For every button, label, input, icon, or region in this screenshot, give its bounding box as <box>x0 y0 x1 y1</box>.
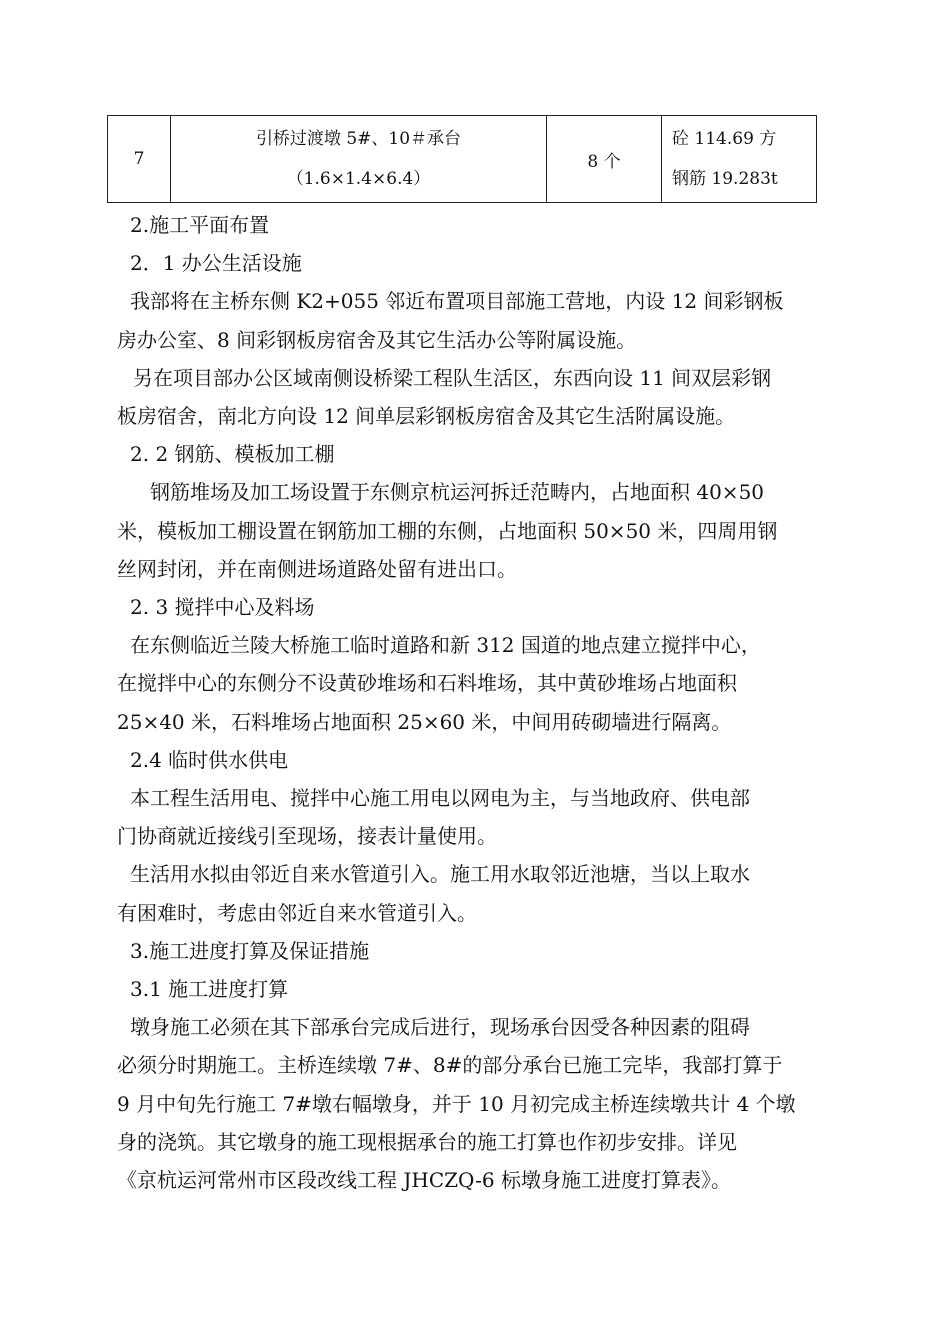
subsection-heading: 3.1 施工进度打算 <box>130 977 289 1002</box>
paragraph-line: 25×40 米，石料堆场占地面积 25×60 米，中间用砖砌墙进行隔离。 <box>117 709 732 734</box>
item-dimensions: （1.6×1.4×6.4） <box>286 169 431 189</box>
item-name: 引桥过渡墩 5#、10＃承台 <box>255 129 462 149</box>
paragraph-line: 我部将在主桥东侧 K2+055 邻近布置项目部施工营地，内设 12 间彩钢板 <box>130 289 784 314</box>
concrete-amount: 砼 114.69 方 <box>672 129 777 149</box>
quantity-table <box>107 115 817 203</box>
subsection-heading: 2. 2 钢筋、模板加工棚 <box>130 442 335 467</box>
paragraph-line: 9 月中旬先行施工 7#墩右幅墩身，并于 10 月初完成主桥连续墩共计 4 个墩 <box>117 1091 796 1116</box>
paragraph-line: 丝网封闭，并在南侧进场道路处留有进出口。 <box>117 556 517 581</box>
paragraph-line: 生活用水拟由邻近自来水管道引入。施工用水取邻近池塘，当以上取水 <box>130 862 750 887</box>
paragraph-line: 在搅拌中心的东侧分不设黄砂堆场和石料堆场，其中黄砂堆场占地面积 <box>117 671 737 696</box>
paragraph-line: 门协商就近接线引至现场，接表计量使用。 <box>117 824 497 849</box>
paragraph-line: 在东侧临近兰陵大桥施工临时道路和新 312 国道的地点建立搅拌中心， <box>130 633 761 658</box>
row-number: 7 <box>108 116 171 203</box>
paragraph-line: 墩身施工必须在其下部承台完成后进行，现场承台因受各种因素的阻碍 <box>130 1015 750 1040</box>
material-cell <box>662 116 817 203</box>
paragraph-line: 板房宿舍，南北方向设 12 间单层彩钢板房宿舍及其它生活附属设施。 <box>117 404 736 429</box>
document-body <box>117 206 837 1199</box>
paragraph-line: 有困难时，考虑由邻近自来水管道引入。 <box>117 900 477 925</box>
paragraph-line: 米，模板加工棚设置在钢筋加工棚的东侧，占地面积 50×50 米，四周用钢 <box>117 518 778 543</box>
paragraph-line: 《京杭运河常州市区段改线工程 JHCZQ-6 标墩身施工进度打算表》。 <box>117 1168 731 1193</box>
paragraph-line: 钢筋堆场及加工场设置于东侧京杭运河拆迁范畴内，占地面积 40×50 <box>150 480 765 505</box>
rebar-amount: 钢筋 19.283t <box>672 169 778 189</box>
paragraph-line: 必须分时期施工。主桥连续墩 7#、8#的部分承台已施工完毕，我部打算于 <box>117 1053 783 1078</box>
paragraph-line: 另在项目部办公区域南侧设桥梁工程队生活区，东西向设 11 间双层彩钢 <box>133 365 772 390</box>
table-row <box>108 116 817 203</box>
subsection-heading: 2．1 办公生活设施 <box>130 251 302 276</box>
subsection-heading: 2.4 临时供水供电 <box>130 747 289 772</box>
paragraph-line: 本工程生活用电、搅拌中心施工用电以网电为主，与当地政府、供电部 <box>130 786 750 811</box>
subsection-heading: 2. 3 搅拌中心及料场 <box>130 595 315 620</box>
item-quantity: 8 个 <box>547 116 662 203</box>
section-heading: 2.施工平面布置 <box>130 213 270 237</box>
paragraph-line: 房办公室、8 间彩钢板房宿舍及其它生活办公等附属设施。 <box>117 327 637 352</box>
item-name-cell <box>171 116 547 203</box>
section-heading: 3.施工进度打算及保证措施 <box>130 938 370 963</box>
paragraph-line: 身的浇筑。其它墩身的施工现根据承台的施工打算也作初步安排。详见 <box>117 1129 737 1154</box>
